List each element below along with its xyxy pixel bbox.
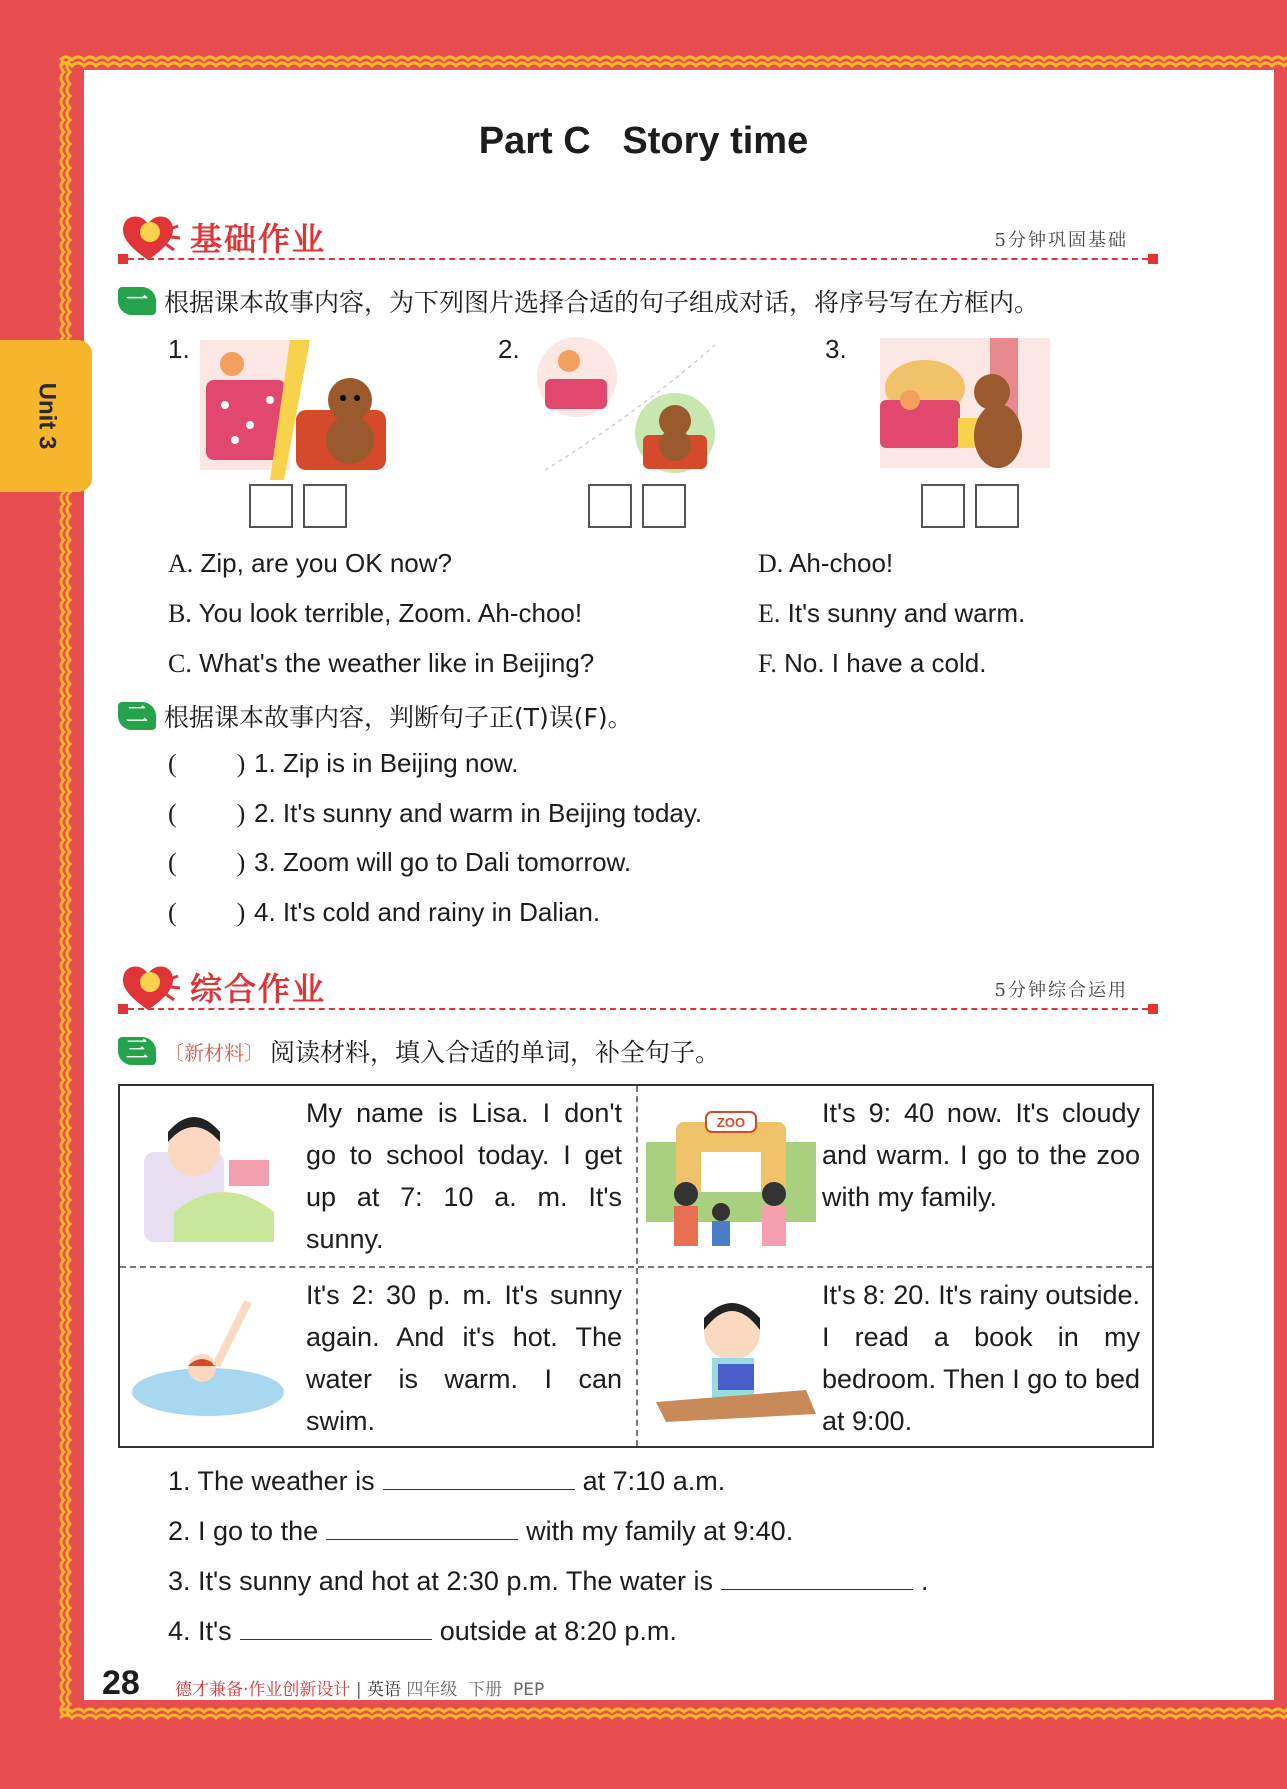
fill-question-1: 1. The weather is at 7:10 a.m. bbox=[168, 1466, 726, 1496]
answer-box[interactable] bbox=[975, 484, 1019, 528]
instruction-text: 根据课本故事内容，判断句子正(T)误(F)。 bbox=[164, 703, 633, 732]
task-3-instruction bbox=[118, 1033, 720, 1069]
section-basic-note: 5分钟巩固基础 bbox=[994, 230, 1128, 251]
table-divider bbox=[120, 1266, 1152, 1268]
section-comprehensive-header bbox=[118, 960, 1158, 1020]
task-1-instruction bbox=[118, 283, 1039, 319]
option-e: E. It's sunny and warm. bbox=[758, 598, 1026, 628]
answer-box[interactable] bbox=[303, 484, 347, 528]
task-number: 二 bbox=[118, 702, 156, 730]
divider-dot bbox=[1148, 1004, 1158, 1014]
answer-blank[interactable] bbox=[383, 1470, 575, 1490]
story-picture-1 bbox=[200, 340, 390, 480]
grade-label: 四年级 下册 PEP bbox=[406, 1680, 545, 1700]
option-d: D. Ah-choo! bbox=[758, 548, 894, 578]
new-material-tag: 〔新材料〕 bbox=[164, 1040, 264, 1065]
option-f: F. No. I have a cold. bbox=[758, 648, 987, 678]
section-comprehensive-note: 5分钟综合运用 bbox=[994, 980, 1128, 1001]
section-basic-title: 基础作业 bbox=[190, 220, 327, 258]
true-false-item-2[interactable]: ( ) 2. It's sunny and warm in Beijing today. bbox=[168, 798, 703, 828]
page-number: 28 bbox=[102, 1664, 140, 1702]
divider-dot bbox=[118, 1004, 128, 1014]
section-divider bbox=[118, 258, 1158, 260]
section-basic-header bbox=[118, 210, 1158, 270]
task-2-instruction bbox=[118, 698, 633, 734]
material-cell-1: My name is Lisa. I don't go to school today. I get up at 7: 10 a. m. It's sunny. bbox=[306, 1098, 622, 1254]
section-comprehensive-title: 综合作业 bbox=[190, 970, 327, 1008]
divider-dot bbox=[1148, 254, 1158, 264]
option-b: B. You look terrible, Zoom. Ah-choo! bbox=[168, 598, 583, 628]
subject-label: 英语 bbox=[366, 1680, 401, 1700]
fill-question-3: 3. It's sunny and hot at 2:30 p.m. The water is . bbox=[168, 1566, 929, 1596]
picture-label-3: 3. bbox=[825, 334, 847, 364]
zoo-gate-illustration bbox=[646, 1102, 816, 1252]
picture-label-2: 2. bbox=[498, 334, 520, 364]
material-cell-3: It's 2: 30 p. m. It's sunny again. And it's hot. The water is warm. I can swim. bbox=[306, 1280, 622, 1436]
reading-girl-illustration bbox=[646, 1282, 816, 1432]
unit-side-tab bbox=[0, 340, 92, 492]
answer-blank[interactable] bbox=[240, 1620, 432, 1640]
true-false-item-3[interactable]: ( ) 3. Zoom will go to Dali tomorrow. bbox=[168, 847, 632, 877]
answer-box[interactable] bbox=[249, 484, 293, 528]
reading-material-table bbox=[118, 1084, 1154, 1448]
answer-blank[interactable] bbox=[721, 1570, 913, 1590]
girl-waking-illustration bbox=[134, 1102, 284, 1252]
option-c: C. What's the weather like in Beijing? bbox=[168, 648, 595, 678]
series-name: 德才兼备·作业创新设计 bbox=[175, 1680, 351, 1700]
unit-tab-label: Unit 3 bbox=[32, 382, 60, 450]
story-picture-2 bbox=[535, 335, 725, 480]
answer-box[interactable] bbox=[642, 484, 686, 528]
instruction-text: 根据课本故事内容，为下列图片选择合适的句子组成对话，将序号写在方框内。 bbox=[164, 288, 1040, 317]
true-false-item-4[interactable]: ( ) 4. It's cold and rainy in Dalian. bbox=[168, 897, 601, 927]
answer-box[interactable] bbox=[921, 484, 965, 528]
material-cell-2: It's 9: 40 now. It's cloudy and warm. I go to the zoo with my family. bbox=[822, 1098, 1140, 1212]
answer-box[interactable] bbox=[588, 484, 632, 528]
fill-question-4: 4. It's outside at 8:20 p.m. bbox=[168, 1616, 677, 1646]
answer-blank[interactable] bbox=[326, 1520, 518, 1540]
page-title: Part C Story time bbox=[478, 120, 809, 162]
instruction-text: 阅读材料，填入合适的单词，补全句子。 bbox=[270, 1038, 721, 1067]
task-number: 一 bbox=[118, 287, 156, 315]
true-false-item-1[interactable]: ( ) 1. Zip is in Beijing now. bbox=[168, 748, 519, 778]
picture-label-1: 1. bbox=[168, 334, 190, 364]
option-a: A. Zip, are you OK now? bbox=[168, 548, 452, 578]
footer-series: 德才兼备·作业创新设计 | 英语 四年级 下册 PEP bbox=[175, 1680, 545, 1700]
task-number: 三 bbox=[118, 1037, 156, 1065]
story-picture-3 bbox=[880, 338, 1050, 478]
zoo-sign-text: ZOO bbox=[716, 1115, 746, 1130]
divider-dot bbox=[118, 254, 128, 264]
section-divider bbox=[118, 1008, 1158, 1010]
fill-question-2: 2. I go to the with my family at 9:40. bbox=[168, 1516, 794, 1546]
material-cell-4: It's 8: 20. It's rainy outside. I read a book in my bedroom. Then I go to bed at 9:00. bbox=[822, 1280, 1140, 1436]
swimming-illustration bbox=[128, 1282, 288, 1432]
